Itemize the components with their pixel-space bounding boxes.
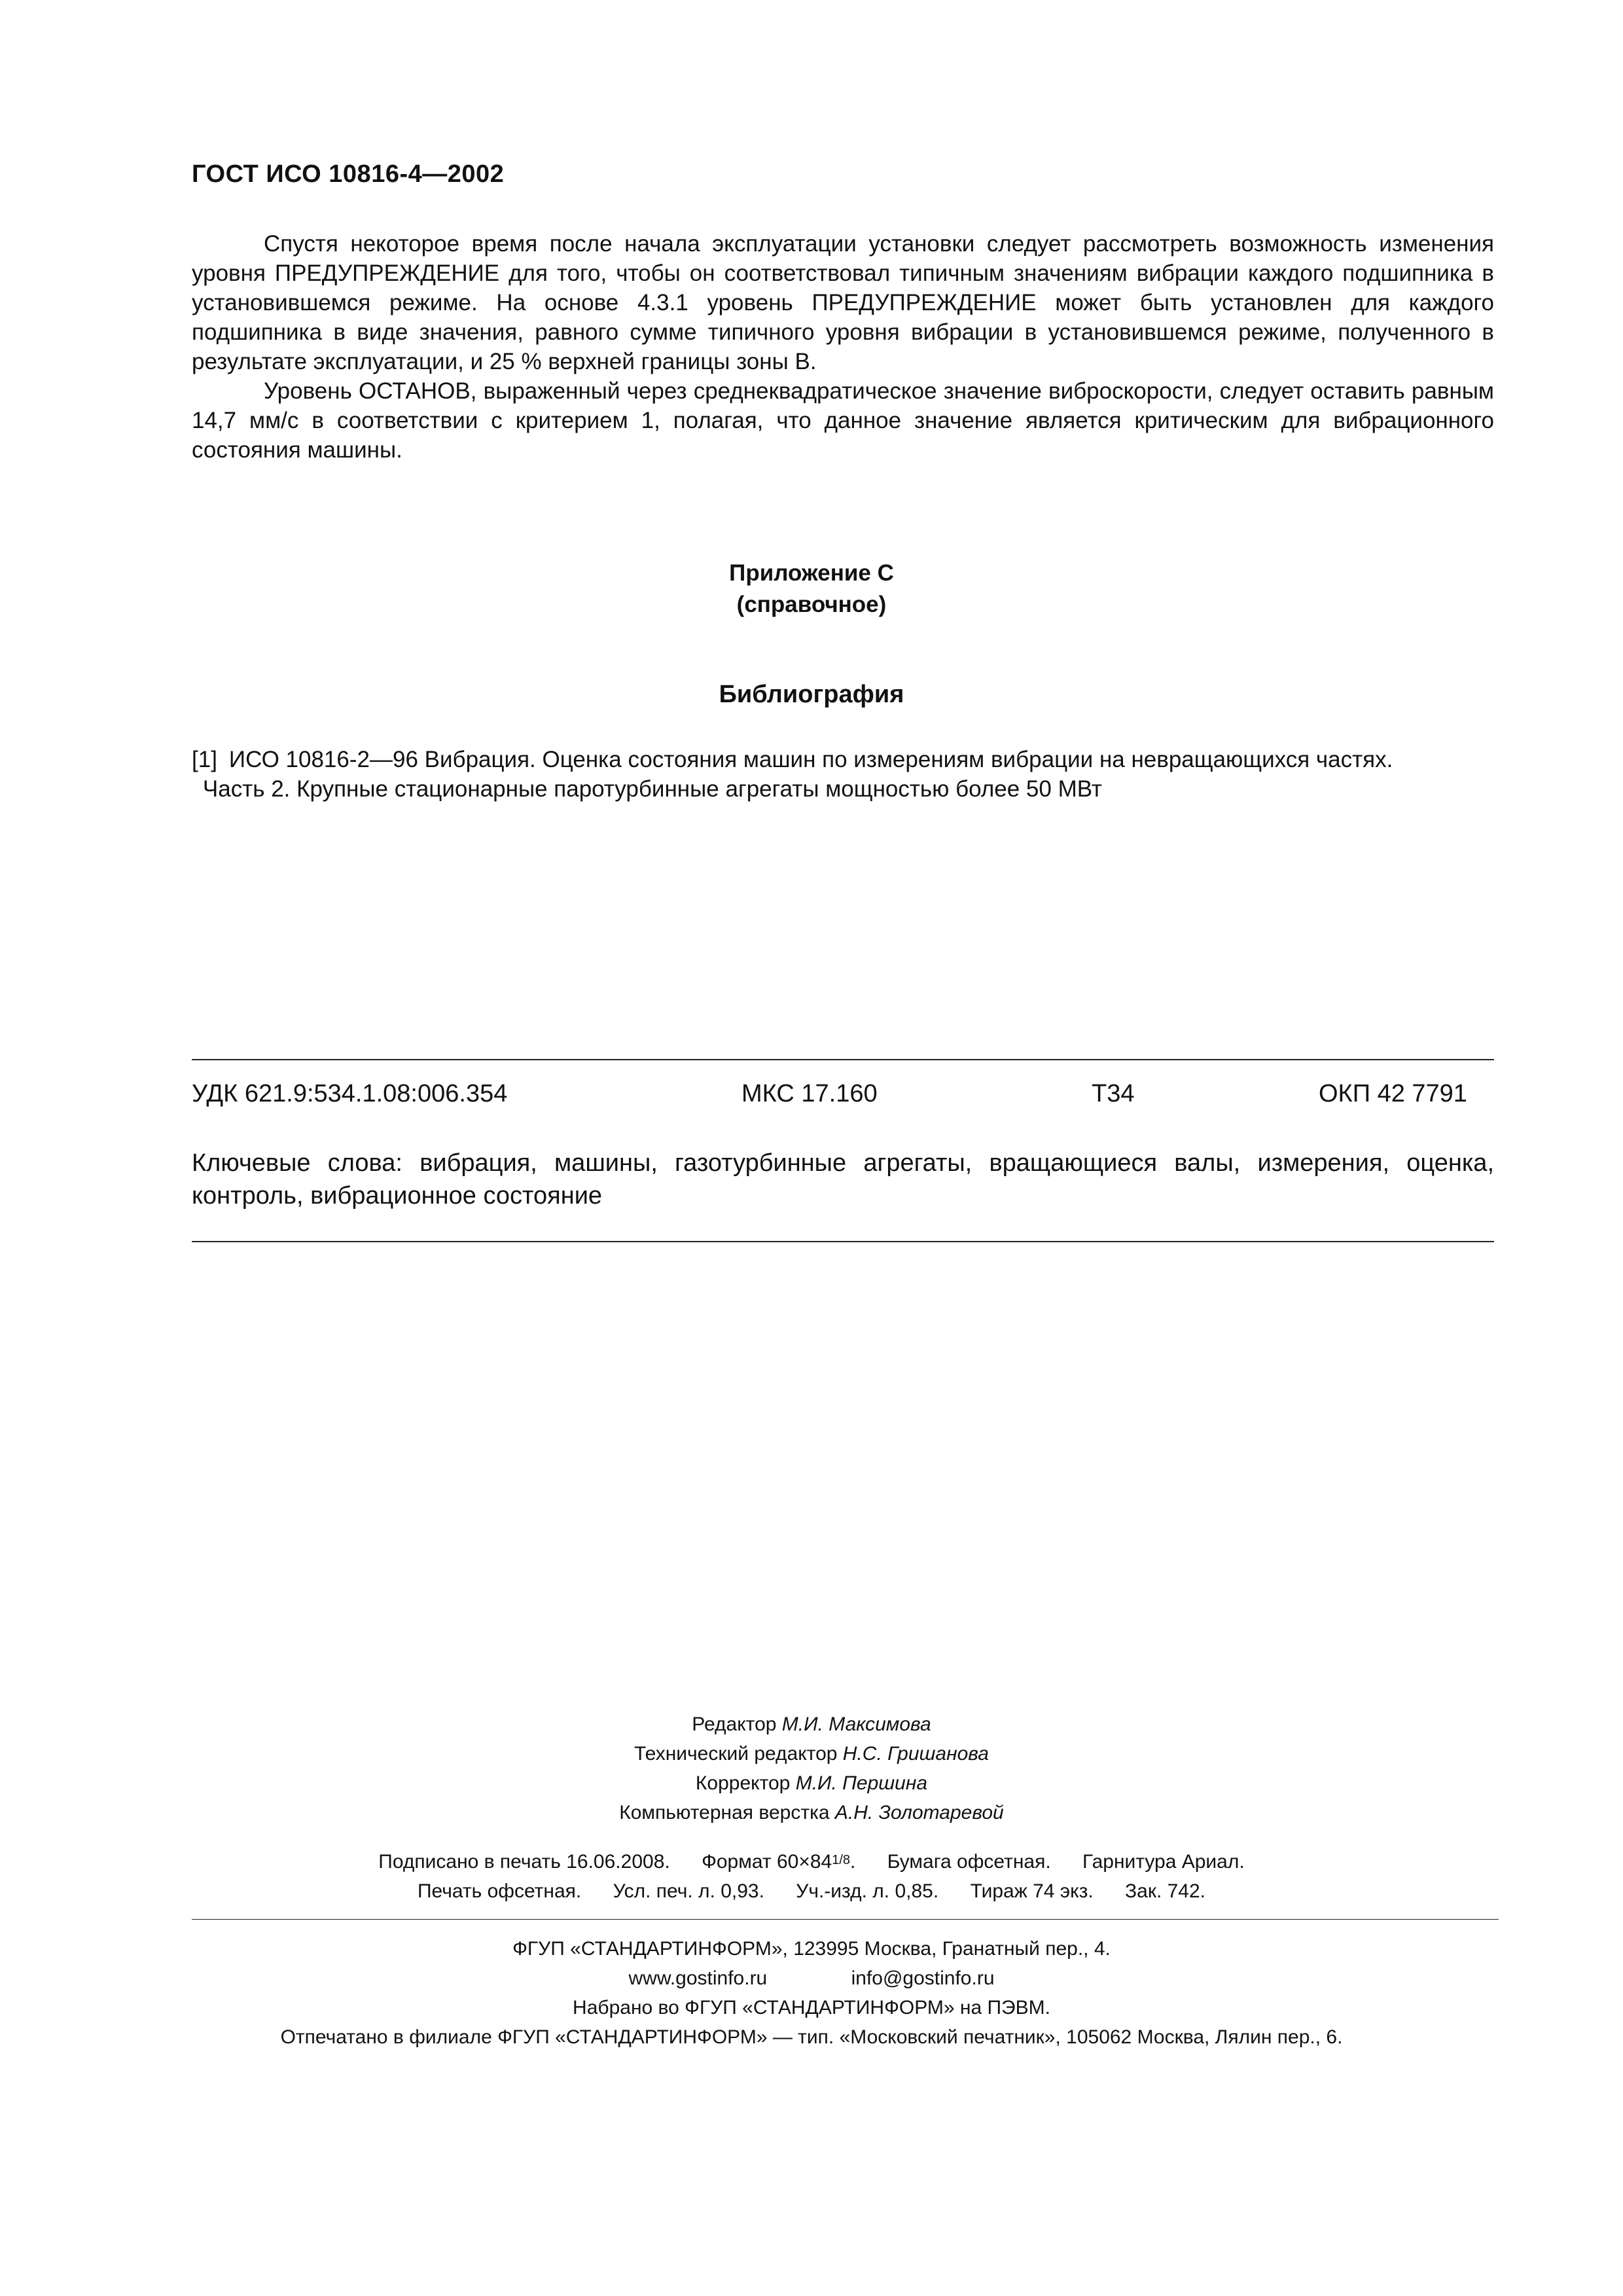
- editor-line: [0, 1710, 1623, 1739]
- bibliography-item: [192, 745, 1494, 804]
- keywords: Ключевые слова: вибрация, машины, газотурбинные агрегаты, вращающиеся валы, измерения, оценка, контроль, вибрационное состояние: [192, 1149, 1494, 1210]
- paragraph: Спустя некоторое время после начала эксплуатации установки следует рассмотреть возможность изменения уровня ПРЕДУПРЕЖДЕНИЕ для того, чтобы он соответствовал типичным значениям вибрации каждого подшипника в установившемся режиме. На основе 4.3.1 уровень ПРЕДУПРЕЖДЕНИЕ может быть установлен для каждого подшипника в виде значения, равного сумме типичного уровня вибрации в установившемся режиме, полученного в результате эксплуатации, и 25 % верхней границы зоны B.: [192, 231, 1494, 374]
- annex-subtitle: (справочное): [736, 592, 887, 617]
- layout-label: Компьютерная верстка: [619, 1802, 830, 1823]
- divider: [192, 1241, 1494, 1242]
- uch-sheets: Уч.-изд. л. 0,85.: [796, 1880, 939, 1902]
- typeface: Гарнитура Ариал.: [1082, 1851, 1245, 1873]
- print-details: [0, 1846, 1623, 1906]
- udk-code: УДК 621.9:534.1.08:006.354: [192, 1080, 508, 1107]
- tech-editor-name: Н.С. Гришанова: [842, 1743, 989, 1765]
- t-code: Т34: [1092, 1080, 1135, 1107]
- publisher-address: ФГУП «СТАНДАРТИНФОРМ», 123995 Москва, Гранатный пер., 4.: [512, 1938, 1111, 1960]
- format-fraction: 1/8: [832, 1853, 851, 1867]
- publisher-contacts: [0, 1964, 1623, 1993]
- editor-label: Редактор: [692, 1713, 777, 1735]
- bibliography-title: Библиография: [719, 681, 904, 708]
- annex-title: Приложение С: [729, 560, 894, 586]
- signed-date: Подписано в печать 16.06.2008.: [378, 1851, 670, 1873]
- body-text: [192, 229, 1494, 465]
- publisher-email[interactable]: info@gostinfo.ru: [851, 1967, 995, 1989]
- annex-heading: [0, 558, 1623, 620]
- bibliography-list: [192, 745, 1494, 804]
- typeset-note: Набрано во ФГУП «СТАНДАРТИНФОРМ» на ПЭВМ.: [573, 1997, 1050, 2018]
- divider: [192, 1059, 1494, 1060]
- print-details-line: [0, 1876, 1623, 1906]
- paragraph: Уровень ОСТАНОВ, выраженный через среднеквадратическое значение виброскорости, следует оставить равным 14,7 мм/с в соответствии с критерием 1, полагая, что данное значение является критическим для вибрационного состояния машины.: [192, 378, 1494, 463]
- corrector-name: М.И. Першина: [795, 1772, 928, 1794]
- bibliography-number: [1]: [192, 747, 217, 772]
- printed-note: Отпечатано в филиале ФГУП «СТАНДАРТИНФОРМ» — тип. «Московский печатник», 105062 Москва, Лялин пер., 6.: [280, 2026, 1343, 2048]
- corrector-line: [0, 1768, 1623, 1798]
- print-type: Печать офсетная.: [417, 1880, 582, 1902]
- print-run: Тираж 74 экз.: [970, 1880, 1094, 1902]
- publisher-block: [0, 1934, 1623, 2052]
- tech-editor-label: Технический редактор: [634, 1743, 838, 1765]
- standard-header: ГОСТ ИСО 10816-4—2002: [192, 160, 505, 188]
- corrector-label: Корректор: [695, 1772, 791, 1794]
- layout-line: [0, 1798, 1623, 1827]
- bibliography-line: Часть 2. Крупные стационарные паротурбинные агрегаты мощностью более 50 МВт: [202, 776, 1102, 802]
- editor-name: М.И. Максимова: [781, 1713, 931, 1735]
- mks-code: МКС 17.160: [741, 1080, 878, 1107]
- bibliography-line: ИСО 10816-2—96 Вибрация. Оценка состояния машин по измерениям вибрации на невращающихся частях.: [228, 747, 1393, 772]
- okp-code: ОКП 42 7791: [1319, 1080, 1467, 1107]
- tech-editor-line: [0, 1739, 1623, 1768]
- layout-name: А.Н. Золотаревой: [834, 1802, 1004, 1823]
- editors-block: [0, 1710, 1623, 1827]
- paper: Бумага офсетная.: [887, 1851, 1051, 1873]
- order-number: Зак. 742.: [1125, 1880, 1206, 1902]
- print-details-line: Подписано в печать 16.06.2008. Формат $60\times 84^{1/8}$. Бумага офсетная. Гарнитура Ариал.: [378, 1851, 1245, 1873]
- divider: [192, 1919, 1499, 1920]
- format: Формат 60×84: [702, 1851, 832, 1873]
- publisher-website[interactable]: www.gostinfo.ru: [628, 1967, 768, 1989]
- bibliography-text: [202, 745, 1494, 804]
- usl-sheets: Усл. печ. л. 0,93.: [613, 1880, 764, 1902]
